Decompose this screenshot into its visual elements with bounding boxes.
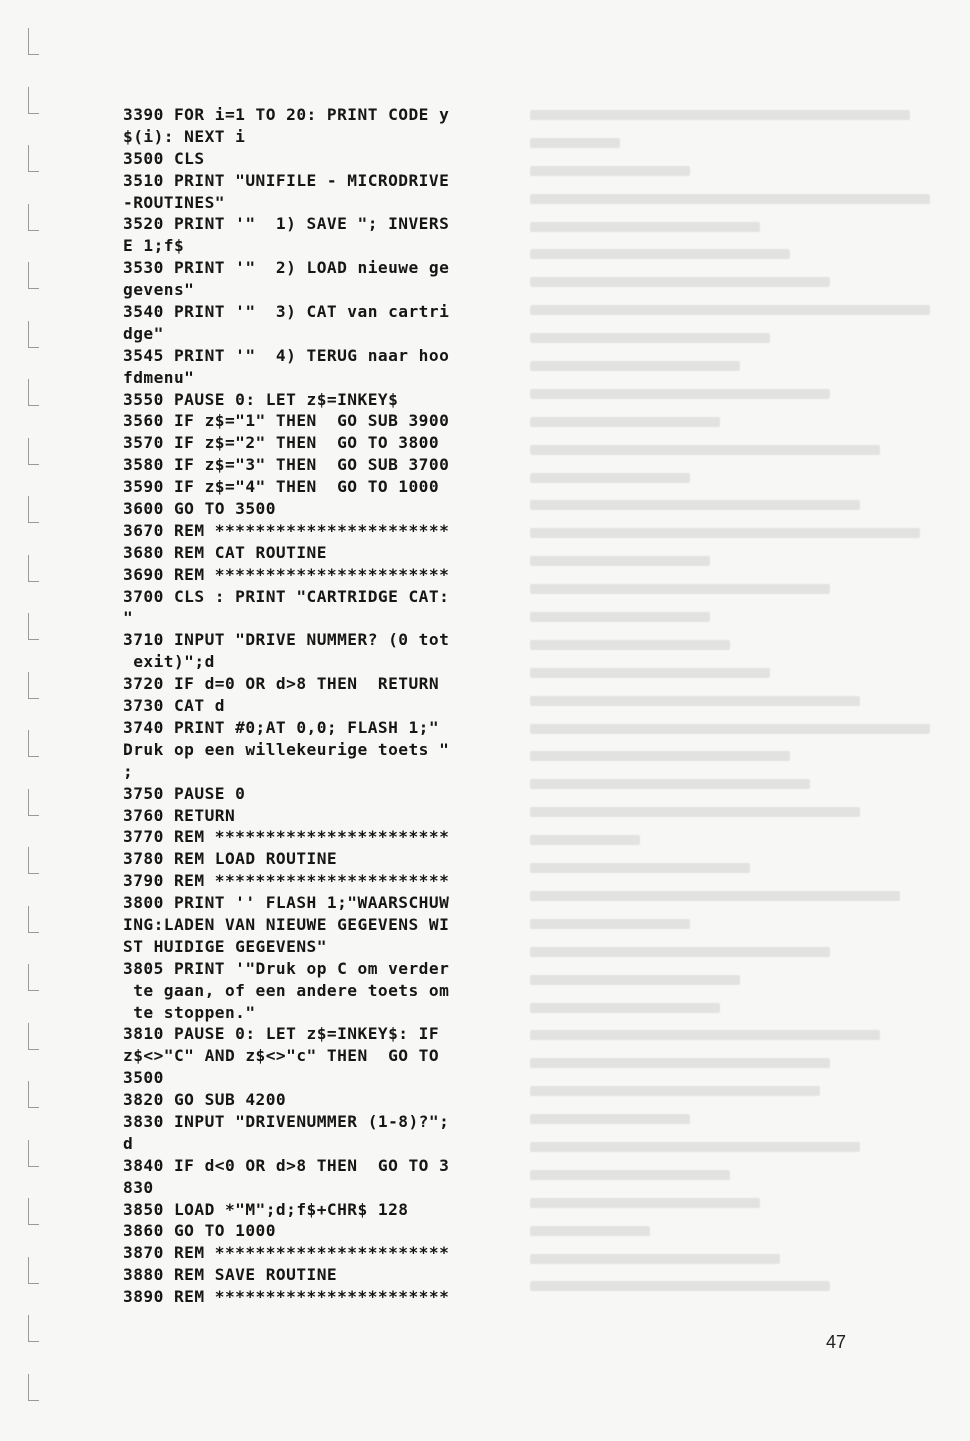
binding-hole-mark [28, 672, 39, 699]
code-line: " [123, 608, 134, 628]
bleed-line [530, 696, 950, 718]
code-line: 3750 PAUSE 0 [123, 783, 246, 803]
binding-hole-mark [28, 321, 39, 348]
code-line: 3880 REM SAVE ROUTINE [123, 1265, 338, 1285]
bleed-line [530, 249, 950, 271]
bleed-line [530, 612, 950, 634]
code-line: 3820 GO SUB 4200 [123, 1090, 287, 1110]
bleed-line [530, 947, 950, 969]
code-line: 3500 [123, 1068, 164, 1088]
code-line: 3850 LOAD *"M";d;f$+CHR$ 128 [123, 1199, 409, 1219]
bleed-line [530, 863, 950, 885]
bleed-line [530, 528, 950, 550]
code-line: ; [123, 761, 134, 781]
code-line: 3500 CLS [123, 148, 205, 168]
code-line: 3800 PRINT '' FLASH 1;"WAARSCHUW [123, 893, 450, 913]
binding-hole-mark [28, 906, 39, 933]
binding-hole-mark [28, 730, 39, 757]
binding-hole-mark [28, 964, 39, 991]
code-line: 3550 PAUSE 0: LET z$=INKEY$ [123, 389, 399, 409]
bleed-line [530, 361, 950, 383]
basic-program-listing [123, 104, 553, 1308]
bleed-line [530, 891, 950, 913]
bleed-line [530, 1003, 950, 1025]
bleed-line [530, 333, 950, 355]
code-line: 830 [123, 1177, 154, 1197]
bleed-line [530, 584, 950, 606]
bleed-line [530, 640, 950, 662]
code-line: 3790 REM *********************** [123, 871, 450, 891]
code-line: 3520 PRINT '" 1) SAVE "; INVERS [123, 214, 450, 234]
bleed-line [530, 1198, 950, 1220]
bleed-line [530, 1281, 950, 1303]
code-line: z$<>"C" AND z$<>"c" THEN GO TO [123, 1046, 440, 1066]
binding-hole-mark [28, 87, 39, 114]
code-line: ING:LADEN VAN NIEUWE GEGEVENS WI [123, 914, 450, 934]
binding-hole-mark [28, 204, 39, 231]
bleed-line [530, 473, 950, 495]
code-line: Druk op een willekeurige toets " [123, 739, 450, 759]
code-line: exit)";d [123, 652, 215, 672]
bleed-line [530, 500, 950, 522]
bleed-line [530, 668, 950, 690]
code-line: 3770 REM *********************** [123, 827, 450, 847]
bleed-line [530, 1114, 950, 1136]
bleed-line [530, 975, 950, 997]
bleed-line [530, 1254, 950, 1276]
code-line: te stoppen." [123, 1002, 256, 1022]
code-line: 3670 REM *********************** [123, 520, 450, 540]
bleed-line [530, 194, 950, 216]
code-line: 3570 IF z$="2" THEN GO TO 3800 [123, 433, 440, 453]
code-line: 3580 IF z$="3" THEN GO SUB 3700 [123, 455, 450, 475]
bleed-line [530, 138, 950, 160]
code-line: 3600 GO TO 3500 [123, 499, 276, 519]
binding-hole-mark [28, 1257, 39, 1284]
bleed-line [530, 445, 950, 467]
code-line: 3840 IF d<0 OR d>8 THEN GO TO 3 [123, 1155, 450, 1175]
binding-hole-mark [28, 847, 39, 874]
binding-hole-mark [28, 1081, 39, 1108]
bleed-line [530, 305, 950, 327]
code-line: dge" [123, 323, 164, 343]
binding-hole-mark [28, 1140, 39, 1167]
code-line: 3690 REM *********************** [123, 564, 450, 584]
code-line: -ROUTINES" [123, 192, 225, 212]
code-line: $(i): NEXT i [123, 126, 246, 146]
code-line: 3510 PRINT "UNIFILE - MICRODRIVE [123, 170, 450, 190]
code-line: d [123, 1133, 134, 1153]
bleed-line [530, 1086, 950, 1108]
bleed-line [530, 835, 950, 857]
code-line: 3540 PRINT '" 3) CAT van cartri [123, 302, 450, 322]
code-line: 3530 PRINT '" 2) LOAD nieuwe ge [123, 258, 450, 278]
code-line: 3710 INPUT "DRIVE NUMMER? (0 tot [123, 630, 450, 650]
code-line: 3590 IF z$="4" THEN GO TO 1000 [123, 477, 440, 497]
binding-hole-mark [28, 145, 39, 172]
bleed-line [530, 1170, 950, 1192]
bleed-line [530, 1058, 950, 1080]
code-line: 3720 IF d=0 OR d>8 THEN RETURN [123, 674, 440, 694]
code-line: 3700 CLS : PRINT "CARTRIDGE CAT: [123, 586, 450, 606]
code-line: 3390 FOR i=1 TO 20: PRINT CODE y [123, 105, 450, 124]
binding-hole-mark [28, 1023, 39, 1050]
binding-hole-mark [28, 789, 39, 816]
code-line: 3830 INPUT "DRIVENUMMER (1-8)?"; [123, 1111, 450, 1131]
code-line: ST HUIDIGE GEGEVENS" [123, 936, 327, 956]
binding-margin [0, 0, 60, 1441]
bleed-line [530, 1030, 950, 1052]
code-line: 3810 PAUSE 0: LET z$=INKEY$: IF [123, 1024, 440, 1044]
code-line: 3730 CAT d [123, 696, 225, 716]
bleed-line [530, 807, 950, 829]
code-line: 3805 PRINT '"Druk op C om verder [123, 958, 450, 978]
bleed-line [530, 417, 950, 439]
bleed-line [530, 919, 950, 941]
code-line: 3780 REM LOAD ROUTINE [123, 849, 338, 869]
code-line: 3760 RETURN [123, 805, 236, 825]
bleed-line [530, 166, 950, 188]
bleed-line [530, 277, 950, 299]
binding-hole-mark [28, 1315, 39, 1342]
bleed-line [530, 724, 950, 746]
code-line: gevens" [123, 280, 195, 300]
bleed-line [530, 556, 950, 578]
binding-hole-mark [28, 438, 39, 465]
code-line: 3560 IF z$="1" THEN GO SUB 3900 [123, 411, 450, 431]
code-line: 3545 PRINT '" 4) TERUG naar hoo [123, 345, 450, 365]
code-line: 3870 REM *********************** [123, 1243, 450, 1263]
code-line: 3890 REM *********************** [123, 1287, 450, 1307]
binding-hole-mark [28, 555, 39, 582]
code-line: 3860 GO TO 1000 [123, 1221, 276, 1241]
bleed-line [530, 222, 950, 244]
code-line: 3680 REM CAT ROUTINE [123, 542, 327, 562]
binding-hole-mark [28, 496, 39, 523]
code-line: E 1;f$ [123, 236, 185, 256]
code-line: 3740 PRINT #0;AT 0,0; FLASH 1;" [123, 717, 440, 737]
reverse-page-bleed-through [530, 104, 950, 1304]
bleed-line [530, 1142, 950, 1164]
bleed-line [530, 389, 950, 411]
binding-hole-mark [28, 28, 39, 55]
code-line: te gaan, of een andere toets om [123, 980, 450, 1000]
code-line: fdmenu" [123, 367, 195, 387]
binding-hole-mark [28, 262, 39, 289]
bleed-line [530, 779, 950, 801]
page-number: 47 [826, 1332, 847, 1352]
bleed-line [530, 1226, 950, 1248]
binding-hole-mark [28, 1198, 39, 1225]
bleed-line [530, 751, 950, 773]
binding-hole-mark [28, 613, 39, 640]
binding-hole-mark [28, 1374, 39, 1401]
binding-hole-mark [28, 379, 39, 406]
bleed-line [530, 110, 950, 132]
